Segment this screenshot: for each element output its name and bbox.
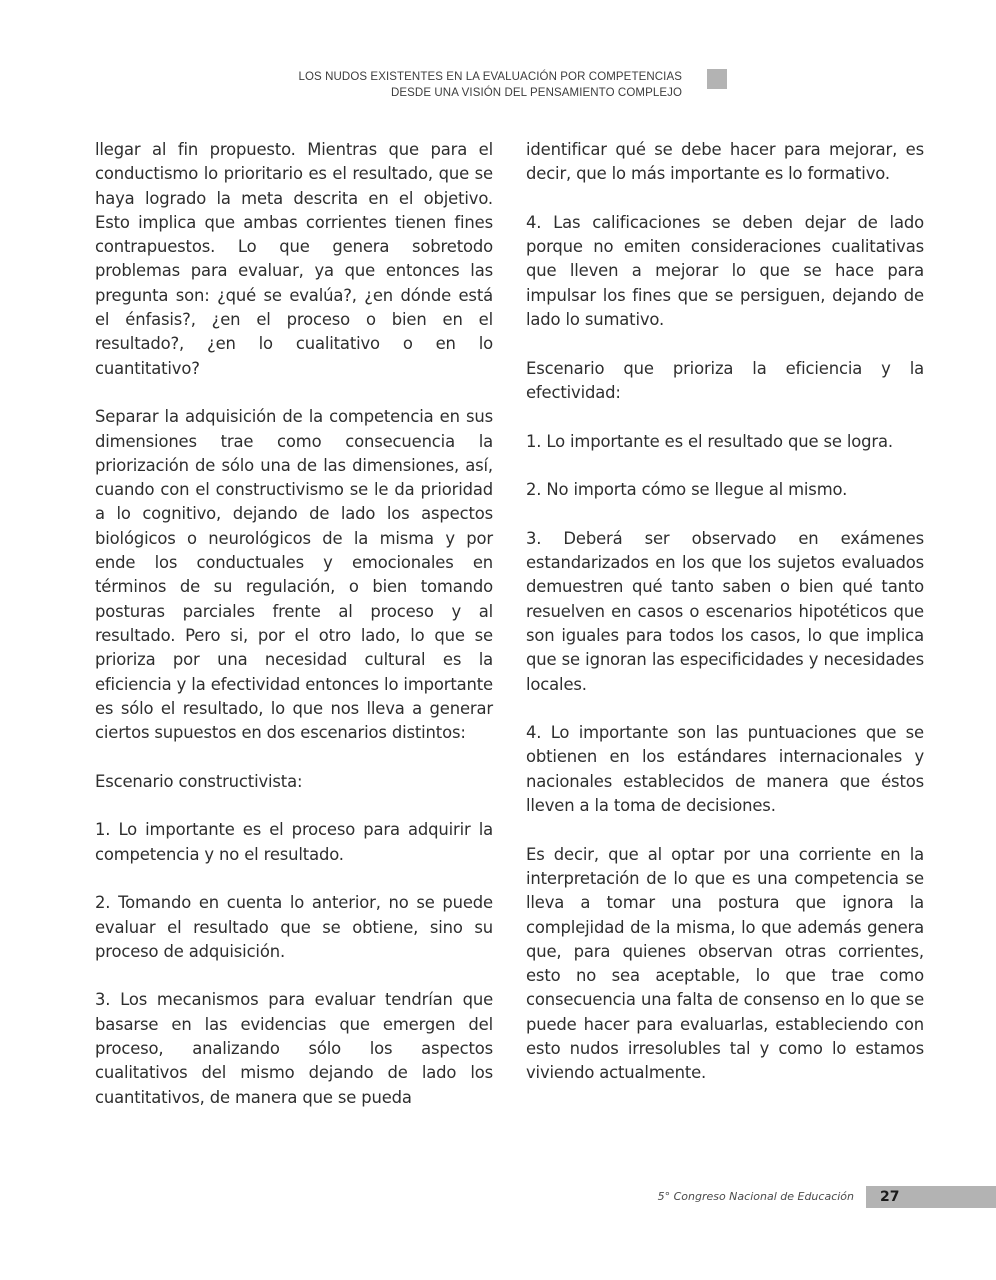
list-item: 1. Lo importante es el proceso para adquirir la competencia y no el resultado.: [95, 820, 493, 864]
list-item: 3. Los mecanismos para evaluar tendrían que basarse en las evidencias que emergen del proceso, analizando sólo los aspectos cualitativos del mismo dejando de lado los cuantitativos, de manera que se pueda: [95, 990, 493, 1107]
paragraph: llegar al fin propuesto. Mientras que para el conductismo lo prioritario es el resultado, que se haya logrado la meta descrita en el objetivo. Esto implica que ambas corrientes tienen fines contrapuestos. Lo que genera sobretodo problemas para evaluar, ya que entonces las pregunta son: ¿qué se evalúa?, ¿en dónde está el énfasis?, ¿en el proceso o bien en el resultado?, ¿en lo cualitativo o en lo cuantitativo?: [95, 140, 493, 378]
list-item: 3. Deberá ser observado en exámenes estandarizados en los que los sujetos evaluados demuestren qué tanto saben o bien qué tanto resuelven en casos o escenarios hipotéticos que son iguales para todos los casos, lo que implica que se ignoran las especificidades y necesidades locales.: [526, 528, 924, 694]
running-header: [299, 69, 683, 101]
header-marker-square: [707, 69, 727, 89]
list-item: 4. Las calificaciones se deben dejar de lado porque no emiten consideraciones cualitativas que lleven a mejorar lo que se hace para impulsar los fines que se persiguen, dejando de lado lo sumativo.: [526, 212, 924, 330]
left-text-column: [95, 138, 493, 1110]
paragraph-continuation: identificar qué se debe hacer para mejorar, es decir, que lo más importante es lo formativo.: [526, 140, 924, 184]
section-label: Escenario constructivista:: [95, 771, 303, 791]
header-title-line-1: LOS NUDOS EXISTENTES EN LA EVALUACIÓN POR COMPETENCIAS: [298, 71, 682, 83]
section-label: Escenario que prioriza la eficiencia y la efectividad:: [526, 358, 924, 402]
right-text-column: [526, 138, 924, 1086]
list-item: 1. Lo importante es el resultado que se logra.: [526, 431, 893, 451]
footer-publication-name: 5° Congreso Nacional de Educación: [657, 1190, 854, 1203]
footer-page-bar: [866, 1186, 996, 1208]
page-number: 27: [880, 1189, 900, 1205]
paragraph: Separar la adquisición de la competencia en sus dimensiones trae como consecuencia la priorización de sólo una de las dimensiones, así, cuando con el constructivismo se le da prioridad a lo cognitivo, dejando de lado los aspectos biológicos o neurológicos de la misma y por ende los conductuales y emocionales en términos de su regulación, o bien tomando posturas parciales frente al proceso y al resultado. Pero si, por el otro lado, lo que se prioriza por una necesidad cultural es la eficiencia y la efectividad entonces lo importante es sólo el resultado, lo que nos lleva a generar ciertos supuestos en dos escenarios distintos:: [95, 407, 493, 743]
header-title-line-2: DESDE UNA VISIÓN DEL PENSAMIENTO COMPLEJO: [390, 87, 682, 99]
list-item: 4. Lo importante son las puntuaciones que se obtienen en los estándares internacionales y nacionales establecidos de manera que éstos lleven a la toma de decisiones.: [526, 723, 924, 816]
paragraph: Es decir, que al optar por una corriente en la interpretación de lo que es una competencia se lleva a tomar una postura que ignora la complejidad de la misma, lo que además genera que, para quienes observan otras corrientes, esto no sea aceptable, lo que trae como consecuencia una falta de consenso en lo que se puede hacer para evaluarlas, estableciendo con esto nudos irresolubles tal y como lo estamos viviendo actualmente.: [526, 844, 924, 1083]
list-item: 2. No importa cómo se llegue al mismo.: [526, 480, 848, 500]
list-item: 2. Tomando en cuenta lo anterior, no se puede evaluar el resultado que se obtiene, sino su proceso de adquisición.: [95, 893, 493, 961]
